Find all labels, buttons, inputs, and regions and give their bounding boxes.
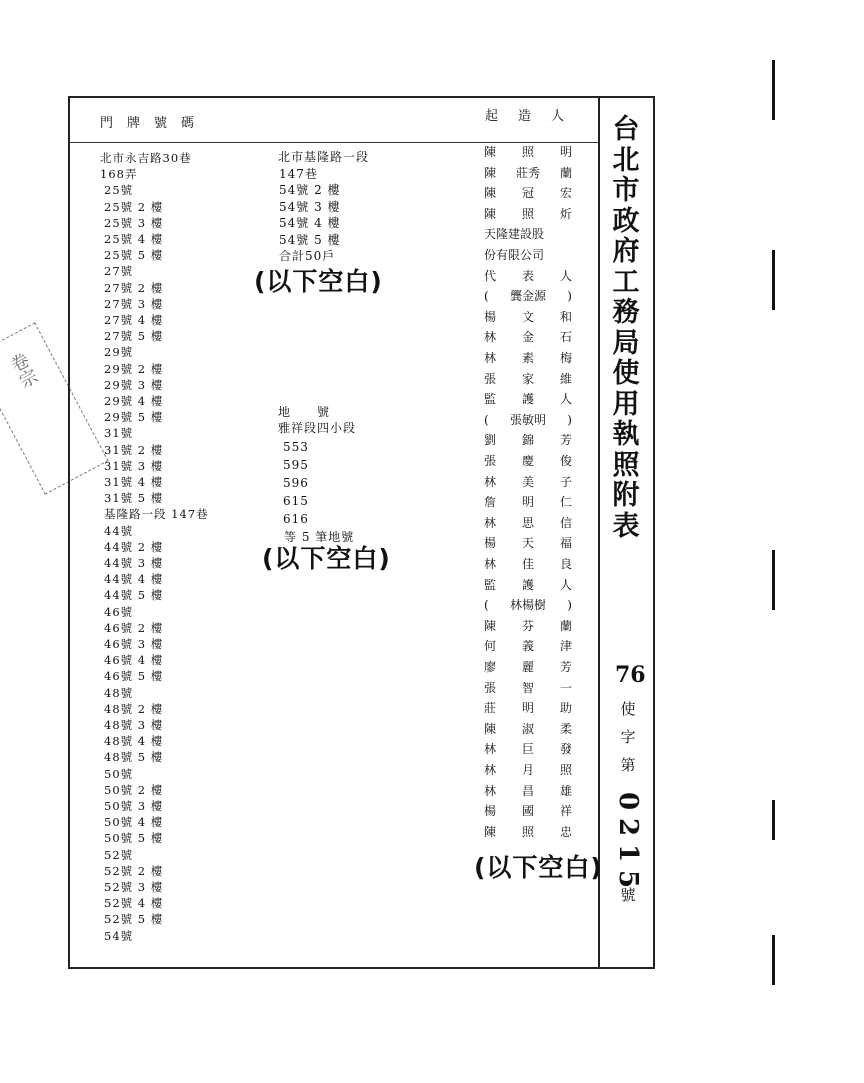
builder-name: 廖 麗 芳 [484,660,572,674]
address-entry: 31號 [104,426,134,441]
permit-char-2: 字 [620,728,636,746]
builder-name: 張 家 維 [484,371,572,386]
address-entry: 52號 2 樓 [104,863,164,878]
address-entry: 27號 4 樓 [104,313,164,327]
address-entry: 29號 4 樓 [104,394,164,408]
title-char: 執 [612,419,640,450]
address-entry: 27號 2 樓 [104,280,164,295]
address-entry: 48號 5 樓 [104,750,164,765]
builder-name: 楊 國 祥 [484,804,572,819]
scan-edge-mark [772,935,775,985]
builder-name: 陳 莊秀 蘭 [484,165,572,180]
land-number: 596 [283,476,309,490]
address-entry: 50號 2 樓 [104,782,164,797]
address-entry: 31號 3 樓 [104,458,164,473]
scan-edge-mark [772,550,775,610]
land-section: 雅祥段四小段 [278,421,357,435]
scan-edge-mark [772,250,775,310]
address-entry: 48號 [104,685,134,700]
scan-edge-mark [772,800,775,840]
address-entry: 52號 4 樓 [104,896,164,911]
builder-name: 林 金 石 [484,330,572,345]
address-entry: 52號 3 樓 [104,880,164,894]
title-char: 台 [612,114,640,145]
address-entry: 29號 3 樓 [104,377,164,392]
builder-name: 陳 照 炘 [484,206,572,221]
title-divider [598,96,600,969]
address-entry: 44號 5 樓 [104,588,164,603]
address-entry: 52號 [104,847,134,862]
address-entry: 50號 [104,766,134,781]
address-entry: 46號 4 樓 [104,653,164,668]
address-entry: 46號 3 樓 [104,637,164,651]
address-entry: 44號 2 樓 [104,539,164,554]
permit-digit: 5 [613,869,643,889]
seal-stamp: 卷宗 [0,322,109,494]
title-char: 府 [612,236,640,267]
builder-name: 林 素 梅 [484,351,572,365]
land-heading: 地 號 [278,405,331,419]
builder-name: 監 護 人 [484,392,572,407]
builder-name: 林 巨 發 [484,742,572,757]
address-entry: 31號 4 樓 [104,475,164,489]
address-entry: 54號 2 樓 [279,183,341,197]
builder-name: 林 佳 良 [484,557,572,571]
address-entry: 54號 [104,928,134,943]
address-entry: 46號 [104,604,134,619]
land-number: 595 [283,458,309,472]
address-entry: 44號 3 樓 [104,556,164,570]
address-entry: 29號 [104,345,134,360]
permit-number [614,788,642,892]
builder-name: 陳 冠 宏 [484,186,572,201]
blank-stamp-2: (以下空白) [262,544,391,573]
permit-digit: 0 [613,791,643,811]
header-builder: 起造人 [485,109,585,124]
builder-name: 楊 文 和 [484,309,572,324]
address-entry: 52號 5 樓 [104,912,164,927]
address-entry: 27號 5 樓 [104,329,164,344]
title-char: 附 [612,480,640,511]
header-divider [70,142,598,143]
builder-name: 楊 天 福 [484,536,572,551]
address-entry: 29號 5 樓 [104,410,164,425]
builder-name: 林 月 照 [484,763,572,777]
address-entry: 168弄 [100,167,138,182]
builder-name: 陳 照 忠 [484,824,572,839]
land-number: 553 [283,440,309,454]
builder-name: 林 昌 雄 [484,783,572,798]
builder-name: 莊 明 助 [484,701,572,716]
builder-name: ( 林楊樹 ) [484,598,572,613]
title-char: 政 [612,205,640,237]
title-char: 務 [612,297,640,328]
address-entry: 44號 4 樓 [104,572,164,587]
address-entry: 27號 3 樓 [104,296,164,311]
builder-name: 陳 芬 蘭 [484,618,572,633]
builder-name: ( 張敏明 ) [484,412,572,427]
address-entry: 147巷 [279,166,318,181]
permit-char-3: 第 [620,756,636,774]
document-title [606,115,646,542]
title-char: 表 [612,510,640,542]
builder-name: 劉 錦 芳 [484,433,572,448]
address-entry: 25號 2 樓 [104,199,164,214]
title-char: 工 [612,266,640,298]
permit-year: 76 [615,662,646,688]
permit-digit: 1 [613,843,643,863]
builder-name: 監 護 人 [484,577,572,592]
address-entry: 46號 5 樓 [104,669,164,684]
title-char: 照 [612,449,640,481]
builder-name: 詹 明 仁 [484,495,572,510]
permit-suffix: 號 [620,886,636,904]
address-entry: 北市永吉路30巷 [100,151,192,165]
builder-name: 何 義 津 [484,639,572,654]
builder-name: 代 表 人 [484,268,572,283]
address-entry: 50號 4 樓 [104,815,164,830]
blank-stamp-3: (以下空白) [474,853,603,882]
builder-name: 林 思 信 [484,515,572,530]
land-total: 等 5 筆地號 [284,530,355,544]
address-entry: 44號 [104,523,134,538]
address-entry: 27號 [104,264,134,279]
address-entry: 50號 3 樓 [104,799,164,813]
address-entry: 合計50戶 [279,249,336,263]
address-entry: 29號 2 樓 [104,361,164,376]
builder-name: 天隆建設股 [484,227,545,242]
address-entry: 48號 4 樓 [104,734,164,749]
scan-edge-mark [772,60,775,120]
address-entry: 31號 5 樓 [104,491,164,506]
builder-name: 陳 淑 柔 [484,721,572,736]
address-entry: 基隆路一段 147巷 [104,507,209,522]
builder-name: 陳 照 明 [484,145,572,159]
permit-char-1: 使 [620,700,636,718]
address-entry: 54號 5 樓 [279,232,341,247]
builder-name: 林 美 子 [484,474,572,489]
title-char: 北 [612,144,640,176]
blank-stamp-1: (以下空白) [254,267,383,296]
address-entry: 25號 3 樓 [104,215,164,230]
address-entry: 54號 4 樓 [279,216,341,230]
address-entry: 50號 5 樓 [104,831,164,846]
builder-name: 份有限公司 [484,248,545,262]
address-entry: 25號 4 樓 [104,232,164,246]
address-entry: 46號 2 樓 [104,620,164,635]
builder-name: 張 智 一 [484,680,572,695]
land-number: 615 [283,494,309,508]
address-entry: 北市基隆路一段 [278,150,370,164]
title-char: 用 [612,388,640,420]
land-number: 616 [283,512,309,526]
address-entry: 31號 2 樓 [104,442,164,457]
header-address: 門牌號碼 [100,116,209,131]
title-char: 使 [612,358,640,389]
builder-name: ( 龔金源 ) [484,289,572,304]
address-entry: 54號 3 樓 [279,199,341,214]
address-entry: 25號 [104,183,134,198]
permit-digit: 2 [613,817,643,837]
address-entry: 48號 2 樓 [104,701,164,716]
title-char: 局 [612,327,640,359]
address-entry: 25號 5 樓 [104,248,164,263]
address-entry: 48號 3 樓 [104,718,164,732]
builder-name: 張 慶 俊 [484,454,572,468]
title-char: 市 [612,175,640,206]
